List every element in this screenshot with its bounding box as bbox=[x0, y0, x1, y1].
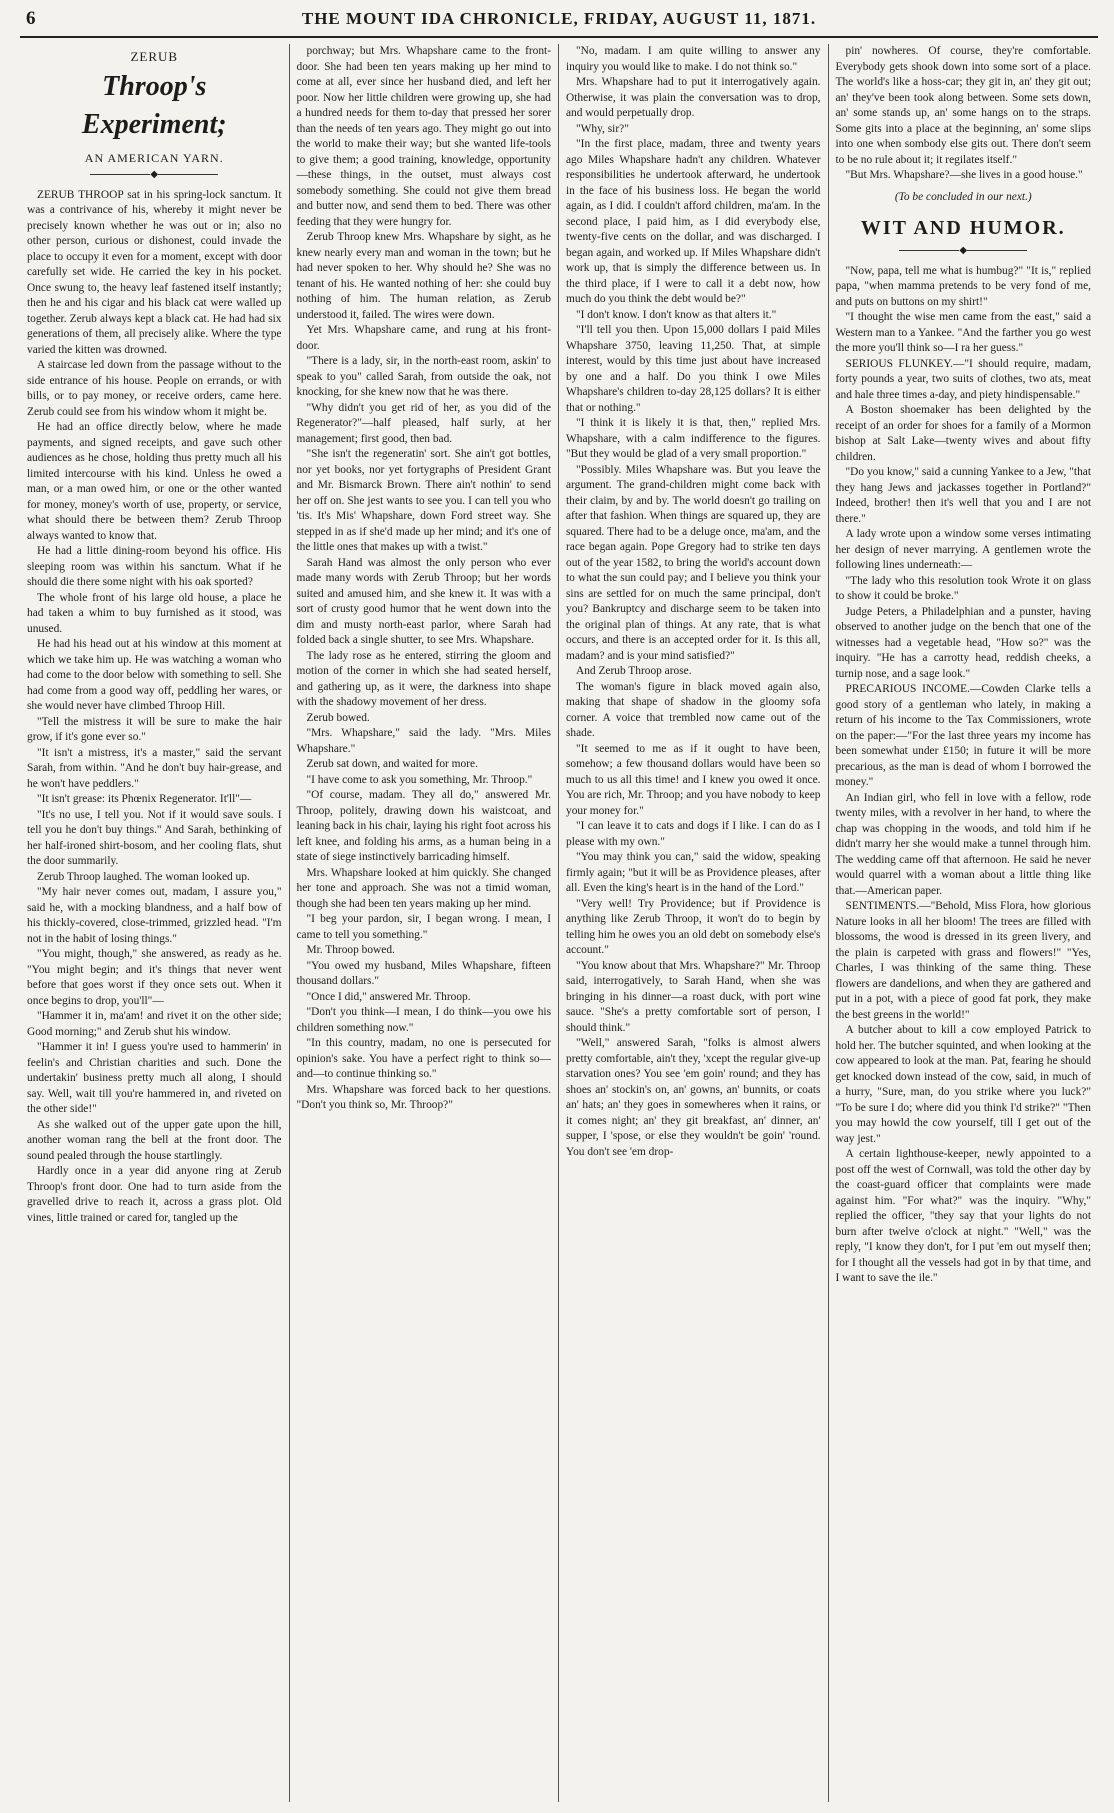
story-title: Throop's Experiment; bbox=[81, 70, 227, 140]
paragraph: "You owed my husband, Miles Whapshare, fifteen thousand dollars." bbox=[296, 959, 551, 987]
paragraph: Zerub sat down, and waited for more. bbox=[306, 758, 478, 770]
paragraph: "Very well! Try Providence; but if Providence is anything like Zerub Throop, it won't do to begin by telling him he owes you an old debt on somebody else's account." bbox=[566, 897, 821, 956]
paragraph: "Of course, madam. They all do," answered Mr. Throop, politely, drawing down his waistcoat, and leaning back in his chair, laying his right foot across his left knee, and folding his arms, as a human being in a state of siege instinctively barricading himself. bbox=[296, 789, 551, 863]
column-1 bbox=[20, 44, 290, 1802]
paragraph: Mr. Throop bowed. bbox=[306, 944, 395, 956]
page-number: 6 bbox=[26, 8, 36, 29]
paragraph: He had a little dining-room beyond his office. His sleeping room was within his sanctum. What if he should die there some night with his oak sported? bbox=[27, 545, 282, 589]
paragraph: Hardly once in a year did anyone ring at Zerub Throop's front door. One had to turn aside from the gravelled drive to reach it, across a grass plot. Old vines, little trained or cared for, tangled up the bbox=[27, 1165, 282, 1224]
paragraph: An Indian girl, who fell in love with a fellow, rode twenty miles, with a revolver in her hand, to where the chap was chopping in the woods, and told him if he didn't marry her she would make a tunnel through him. The wedding came off that afternoon. He said he never would quarrel with a woman about a little thing like that.—American paper. bbox=[835, 791, 1091, 897]
paragraph: "Hammer it in! I guess you're used to hammerin' in feelin's and Christian charities and such. Done the undertakin' business pretty much all along, I should say. Well, wait till you're hammered in, and riveted on the other side!" bbox=[27, 1041, 282, 1116]
paragraph: "Possibly. Miles Whapshare was. But you leave the argument. The grand-children might come back with their claim, by and by. The world doesn't go trailing on after that fashion. When things are squared up, they are squared. There had to be a deluge once, ma'am, and the race began again. Pope Gregory had to strike ten days out of the year 1582, to bring the world's account down to what the sun could pay; and I believe you think your sins are settled for on much the same principal, don't you? Bankruptcy and discharge seem to be taken into the original plan of things. At any rate, that is what occurs, and there is an accepted order for it. Is this all, madam? and is your mind satisfied?" bbox=[566, 463, 821, 662]
paragraph: "In the first place, madam, three and twenty years ago Miles Whapshare hadn't any children. Whatever responsibilities he undertook afterward, he undertook in the face of his business loss. He began the world again, as I did. I couldn't afford children, ma'am. In the second place, I paid him, as I did everybody else, twenty-five cents on the dollar, and was discharged. I began again, and worked up. If Miles Whapshare didn't work up, that is simply the difference between us. In the third place, if I were to call it a debt now, how much do you think the debt would be?" bbox=[566, 138, 821, 305]
paragraph: The woman's figure in black moved again also, making that shape of shadow in the gloomy sofa corner. A voice that trembled now came out of the shade. bbox=[566, 680, 821, 739]
story-subtitle: AN AMERICAN YARN. bbox=[84, 150, 224, 165]
masthead bbox=[20, 8, 1098, 38]
paragraph: Zerub Throop knew Mrs. Whapshare by sight, as he knew nearly every man and woman in the town; but he had never spoken to her. Why should he? She was no tenant of his. He wanted nothing of her: she could buy nothing of him. The human relation, as Zerub understood it, failed. The wires were down. bbox=[296, 231, 551, 321]
paragraph: "I don't know. I don't know as that alters it." bbox=[576, 308, 777, 321]
paragraph: "But Mrs. Whapshare?—she lives in a good house." bbox=[845, 169, 1083, 181]
paragraph: And Zerub Throop arose. bbox=[576, 665, 692, 677]
paragraph: Zerub bowed. bbox=[306, 711, 370, 724]
paragraph: "You may think you can," said the widow, speaking firmly again; "but it will be as Providence pleases, after all. Even the king's heart is in the hand of the Lord." bbox=[566, 851, 821, 894]
paragraph: As she walked out of the upper gate upon the hill, another woman rang the bell at the front door. The sound pealed through the house startlingly. bbox=[27, 1118, 282, 1162]
paragraph: "Tell the mistress it will be sure to make the hair grow, if it's gone ever so." bbox=[27, 715, 282, 744]
paragraph: "You know about that Mrs. Whapshare?" Mr. Throop said, interrogatively, to Sarah Hand, when she was bringing in his dinner—a roast duck, with port wine sauce. "She's a pretty comfortable sort of person, I should think." bbox=[566, 959, 821, 1034]
paragraph: The lady rose as he entered, stirring the gloom and motion of the corner in which she had seated herself, and gathering up, as it were, the darkness into shape with the shadowy movement of her dress. bbox=[296, 649, 551, 708]
ornament-rule: ◆ bbox=[836, 244, 1092, 258]
paragraph: SENTIMENTS.—"Behold, Miss Flora, how glorious Nature looks in all her bloom! The trees are filled with blossoms, the wood is dressed in its green livery, and the plain is carpeted with grass and flowers!" "Yes, Charles, I was thinking of the same thing. These flowers are dandelions, and when they are gathered and put in a pot, with a piece of good fat pork, they make the best greens in the world!" bbox=[835, 900, 1091, 1021]
paragraph: "I think it is likely it is that, then," replied Mrs. Whapshare, with a calm indifference to the figures. "But they would be glad of a very small proportion." bbox=[566, 417, 821, 460]
section-title: WIT AND HUMOR. bbox=[860, 217, 1066, 239]
paragraph: "Don't you think—I mean, I do think—you owe his children something now." bbox=[296, 1006, 551, 1034]
paragraph: A lady wrote upon a window some verses intimating her design of never marrying. A gentlemen wrote the following lines underneath:— bbox=[835, 528, 1091, 572]
paragraph: He had an office directly below, where he made payments, and signed receipts, and gave such other audiences as he chose, holding thus pretty much all his limited intercourse with his kind. Unless he owed a man, or a man owed him, or one or the other wanted for money, money's worth of use, property, or service, what should there be between them? Zerub Throop always wanted to know that. bbox=[27, 421, 282, 542]
paragraph: "In this country, madam, no one is persecuted for opinion's sake. You have a perfect right to think so—and—to continue thinking so." bbox=[296, 1037, 551, 1080]
story-author: ZERUB bbox=[130, 49, 179, 64]
paragraph: "Why, sir?" bbox=[576, 122, 629, 135]
paragraph: A butcher about to kill a cow employed Patrick to hold her. The butcher squinted, and when looking at the cow appeared to look at the man. Pat, fearing he should get knocked down instead of the cow, said, in much of a hurry, "Sure, man, do you strike where you luck?" "To be sure I do; where did you think I'd strike?" "Then you may howld the cow yourself, till I get out of the way jest." bbox=[835, 1024, 1091, 1145]
columns bbox=[20, 44, 1098, 1802]
paragraph: ZERUB THROOP sat in his spring-lock sanctum. It was a contrivance of his, whereby it might never be precisely known whether he was out or in; also no other person, curious or dishonest, could invade the place to occupy it even for a moment, except with door carefully set wide. He carried the key in his pocket. Once swung to, the heavy leaf fastened itself instantly; then he and his cigar and his black cat were walled up together. Zerub always kept a black cat. He had had six generations of them, all precisely alike. Where the type varied the kitten was drowned. bbox=[27, 188, 282, 356]
paragraph: "Mrs. Whapshare," said the lady. "Mrs. Miles Whapshare." bbox=[296, 727, 551, 755]
column-4 bbox=[829, 44, 1099, 1802]
paragraph: pin' nowheres. Of course, they're comfortable. Everybody gets shook down into some sort of a place. The world's like a hoss-car; they git in, an' they git out; an' they've been took along between. Some sets down, an' some stands up, an' some hangs on to the straps. Some gits into a place at the beginning, an' some slips into one when sombody else gits out. There don't seem to be no rule about it; it regilates itself." bbox=[835, 45, 1091, 166]
paragraph: "No, madam. I am quite willing to answer any inquiry you would like to make. I do not think so." bbox=[566, 45, 821, 73]
paragraph: "I have come to ask you something, Mr. Throop." bbox=[306, 773, 533, 786]
paragraph: Mrs. Whapshare looked at him quickly. She changed her tone and approach. She was not a timid woman, though she had been ten years making up her mind. bbox=[296, 866, 551, 910]
paragraph: "It's no use, I tell you. Not if it would save souls. I tell you he don't buy things." And Sarah, bethinking of her half-ironed shirt-bosom, and her cooling flats, shut the door summarily. bbox=[27, 808, 282, 868]
paragraph: "I thought the wise men came from the east," said a Western man to a Yankee. "And the farther you go west the more you'll think so—I ra her guess." bbox=[835, 311, 1091, 355]
paragraph: A Boston shoemaker has been delighted by the receipt of an order for shoes for a family of a Mormon bishop at Salt Lake—twenty wives and about fifty children. bbox=[835, 404, 1091, 463]
paragraph: "It isn't grease: its Phœnix Regenerator. It'll"— bbox=[37, 793, 252, 806]
paragraph: "Well," answered Sarah, "folks is almost alwers pretty comfortable, ain't they, 'xcept the regular give-up starvation ones? You see 'em goin' round; and they has shoes an' stockin's on, an' gowns, an' bunnits, or coats an' hats; an' they goes in somewheres when it rains, or it comes night; an' they git breakfast, an' dinner, an' supper, I 'spose, or else they wouldn't be goin' 'round. You don't see 'em drop- bbox=[566, 1037, 821, 1158]
paragraph: "She isn't the regeneratin' sort. She ain't got bottles, nor yet books, nor yet fortygraphs of President Grant and Mr. Bismarck Brown. There ain't nothin' to send her off on. She jest wants to see you. I can tell you who 'tis. It's Mis' Whapshare, down Ford street way. She stepped in as if she'd made up her mind; and it's one of the little ones that makes up with a twist." bbox=[296, 448, 551, 553]
paragraph: porchway; but Mrs. Whapshare came to the front-door. She had been ten years making up her mind to come at all, ever since her husband died, and left her poor. Now her little children were growing up, she had a hundred needs for them to-day that pressed her sorer than the needs of ten years ago. They might go out into the world to make their way; but she wanted life-tools to give them; a good training, knowledge, opportunity—these things, in the outset, must always cost somebody something. She could not give them bread and butter now, and send them to bed. There was other feeding that they were hungry for. bbox=[296, 45, 551, 228]
paragraph: A certain lighthouse-keeper, newly appointed to a post off the west of Cornwall, was told the other day by the coast-guard officer that complaints were made against him. "For what?" was the inquiry. "Why," replied the officer, "they say that your lights do not burn after twelve o'clock at night." "Well," was the reply, "I know they don't, for I put 'em out myself then; for I thought all the vessels had got in by that time, and I want to save the ile." bbox=[835, 1148, 1091, 1285]
paragraph: PRECARIOUS INCOME.—Cowden Clarke tells a good story of a gentleman who lately, in making a return of his income to the Tax Commissioners, wrote on the paper:—"For the last three years my income has been somewhat under £150; in future it will be more precarious, as the man is dead of whom I borrowed the money." bbox=[835, 683, 1091, 789]
paragraph: Zerub Throop laughed. The woman looked up. bbox=[37, 870, 250, 883]
paragraph: "Do you know," said a cunning Yankee to a Jew, "that they hang Jews and jackasses together in Portland?" Indeed, brother! then it's well that you and I are not there." bbox=[835, 466, 1091, 525]
paragraph: "I can leave it to cats and dogs if I like. I can do as I please with my own." bbox=[566, 820, 821, 848]
paragraph: Yet Mrs. Whapshare came, and rung at his front-door. bbox=[296, 324, 551, 352]
ornament-rule: ◆ bbox=[27, 168, 282, 182]
paragraph: "Once I did," answered Mr. Throop. bbox=[306, 990, 471, 1003]
paragraph: "I beg your pardon, sir, I began wrong. I mean, I came to tell you something." bbox=[296, 913, 551, 941]
paragraph: "Now, papa, tell me what is humbug?" "It is," replied papa, "when mamma pretends to be very fond of me, and puts on buttons on my shirt!" bbox=[835, 264, 1091, 308]
column-2 bbox=[290, 44, 560, 1802]
paragraph: Sarah Hand was almost the only person who ever made many words with Zerub Throop; but her words suited and amused him, and she knew it. It was with a sort of crusty good humor that he went down into the dim and musty north-east parlor, where Sarah had folded back a single shutter, to see Mrs. Whapshare. bbox=[296, 556, 551, 646]
paragraph: "It seemed to me as if it ought to have been, somehow; a few thousand dollars would have been so much to us all this time! and I knew you owed it once. You are rich, Mr. Throop; and you have nobody to keep your money for." bbox=[566, 742, 821, 817]
paragraph: "The lady who this resolution took Wrote it on glass to show it could be broke." bbox=[835, 574, 1091, 603]
masthead-title: THE MOUNT IDA CHRONICLE, FRIDAY, AUGUST 11, 1871. bbox=[301, 9, 817, 28]
paragraph: "There is a lady, sir, in the north-east room, askin' to speak to you" called Sarah, from outside the oak, not knocking, for she knew now that he was there. bbox=[296, 355, 551, 398]
paragraph: He had his head out at his window at this moment at which we take him up. He was watching a woman who had come to the door below with something to sell. She had come from a good way off, peddling her wares, or she would never have climbed Throop Hill. bbox=[27, 638, 282, 713]
column-3 bbox=[559, 44, 829, 1802]
paragraph: Judge Peters, a Philadelphian and a punster, having observed to another judge on the bench that one of the witnesses had a vegetable head, "How so?" was the inquiry. "He has a carrotty head, reddish cheeks, a turnip nose, and a sage look." bbox=[835, 605, 1091, 680]
paragraph: Mrs. Whapshare had to put it interrogatively again. Otherwise, it was plain the conversation was to drop, and would perpetually drop. bbox=[566, 76, 821, 119]
paragraph: "Why didn't you get rid of her, as you did of the Regenerator?"—half pleased, half surly, at her management; first good, then bad. bbox=[296, 401, 551, 445]
paragraph: "I'll tell you then. Upon 15,000 dollars I paid Miles Whapshare 3750, leaving 11,250. That, at simple interest, would by this time just about have increased by one and a half. Do you think I owe Miles Whapshare's children to-day 28,125 dollars? It is either that or nothing." bbox=[566, 324, 821, 414]
paragraph: "Hammer it in, ma'am! and rivet it on the other side; Good morning;" and Zerub shut his window. bbox=[27, 1010, 282, 1038]
continuation-note: (To be concluded in our next.) bbox=[894, 190, 1032, 203]
paragraph: SERIOUS FLUNKEY.—"I should require, madam, forty pounds a year, two suits of clothes, two ats, meat and hale three times a-day, and piety hindispensable." bbox=[835, 357, 1091, 401]
paragraph: "My hair never comes out, madam, I assure you," said he, with a mocking blandness, and a half bow of his thickly-covered, close-trimmed, grizzled head. "I'm not in the habit of losing things." bbox=[27, 886, 282, 945]
paragraph: The whole front of his large old house, a place he had taken a whim to buy furnished as it stood, was unused. bbox=[27, 591, 282, 635]
paragraph: A staircase led down from the passage without to the side entrance of his house. People on errands, or with bills, or to pay money, or receive orders, came here. Zerub could see from his window whom it might be. bbox=[27, 359, 282, 418]
paragraph: Mrs. Whapshare was forced back to her questions. "Don't you think so, Mr. Throop?" bbox=[296, 1083, 551, 1111]
paragraph: "You might, though," she answered, as ready as he. "You might begin; and it's things that never went before that goes worst if they once sets out. When it once begins to drop, you'll"— bbox=[27, 948, 282, 1007]
paragraph: "It isn't a mistress, it's a master," said the servant Sarah, from within. "And he don't buy hair-grease, and he won't have peddlers." bbox=[27, 746, 282, 790]
